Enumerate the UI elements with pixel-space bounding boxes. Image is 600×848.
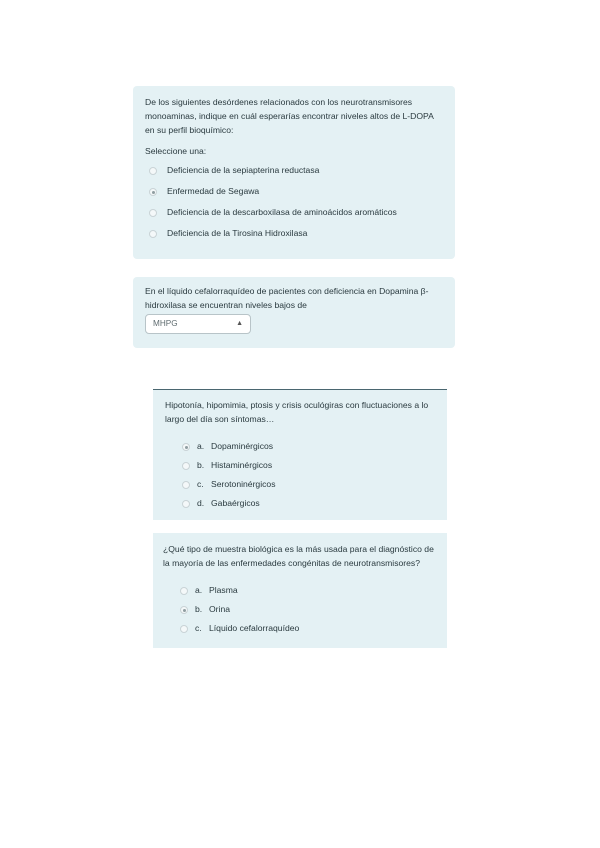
radio-button[interactable] xyxy=(182,462,190,470)
radio-button[interactable] xyxy=(149,209,157,217)
answer-option[interactable] xyxy=(145,181,445,202)
option-letter: d. xyxy=(197,498,205,508)
option-label: Deficiencia de la sepiapterina reductasa xyxy=(167,165,320,175)
question-text: ¿Qué tipo de muestra biológica es la más usada para el diagnóstico de la mayoría de las enfermedades congénitas de neurotransmisores? xyxy=(163,544,434,568)
answer-option[interactable] xyxy=(145,202,445,223)
option-letter: b. xyxy=(195,604,203,614)
radio-button-selected[interactable] xyxy=(180,606,188,614)
question-card-1 xyxy=(133,86,455,259)
option-letter: a. xyxy=(195,585,203,595)
answer-dropdown[interactable] xyxy=(145,314,251,334)
question-card-2 xyxy=(133,277,455,348)
radio-button[interactable] xyxy=(149,167,157,175)
question-card-4 xyxy=(153,533,447,648)
option-label: Plasma xyxy=(209,585,238,595)
answer-option[interactable] xyxy=(165,437,437,456)
option-letter: c. xyxy=(195,623,202,633)
question-text: De los siguientes desórdenes relacionados con los neurotransmisores monoaminas, indique en cuál esperarías encontrar niveles altos de L-DOPA en su perfil bioquímico: xyxy=(145,97,434,135)
answer-option[interactable] xyxy=(145,160,445,181)
option-label: Histaminérgicos xyxy=(211,460,273,470)
answer-option[interactable] xyxy=(163,619,439,638)
answer-option[interactable] xyxy=(165,494,437,513)
option-label: Gabaérgicos xyxy=(211,498,260,508)
answer-option[interactable] xyxy=(163,581,439,600)
select-prompt: Seleccione una: xyxy=(145,146,207,156)
option-label: Líquido cefalorraquídeo xyxy=(209,623,300,633)
option-letter: a. xyxy=(197,441,205,451)
dropdown-value: MHPG xyxy=(153,319,178,328)
option-label: Orina xyxy=(209,604,231,614)
radio-button-selected[interactable] xyxy=(182,443,190,451)
answer-option[interactable] xyxy=(165,456,437,475)
dropdown-arrows-icon: ▲ xyxy=(236,320,243,327)
option-label: Serotoninérgicos xyxy=(211,479,276,489)
option-letter: c. xyxy=(197,479,204,489)
radio-button[interactable] xyxy=(149,230,157,238)
radio-button[interactable] xyxy=(182,500,190,508)
option-label: Deficiencia de la Tirosina Hidroxilasa xyxy=(167,228,308,238)
question-text: Hipotonía, hipomimia, ptosis y crisis oculógiras con fluctuaciones a lo largo del día son síntomas… xyxy=(165,400,429,424)
option-label: Enfermedad de Segawa xyxy=(167,186,260,196)
answer-option[interactable] xyxy=(163,600,439,619)
radio-button[interactable] xyxy=(180,625,188,633)
radio-button[interactable] xyxy=(182,481,190,489)
radio-button-selected[interactable] xyxy=(149,188,157,196)
answer-option[interactable] xyxy=(165,475,437,494)
option-label: Deficiencia de la descarboxilasa de aminoácidos aromáticos xyxy=(167,207,397,217)
question-text: En el líquido cefalorraquídeo de pacientes con deficiencia en Dopamina β-hidroxilasa se encuentran niveles bajos de xyxy=(145,286,429,310)
option-letter: b. xyxy=(197,460,205,470)
option-label: Dopaminérgicos xyxy=(211,441,274,451)
question-card-3 xyxy=(153,389,447,520)
answer-option[interactable] xyxy=(145,223,445,244)
radio-button[interactable] xyxy=(180,587,188,595)
